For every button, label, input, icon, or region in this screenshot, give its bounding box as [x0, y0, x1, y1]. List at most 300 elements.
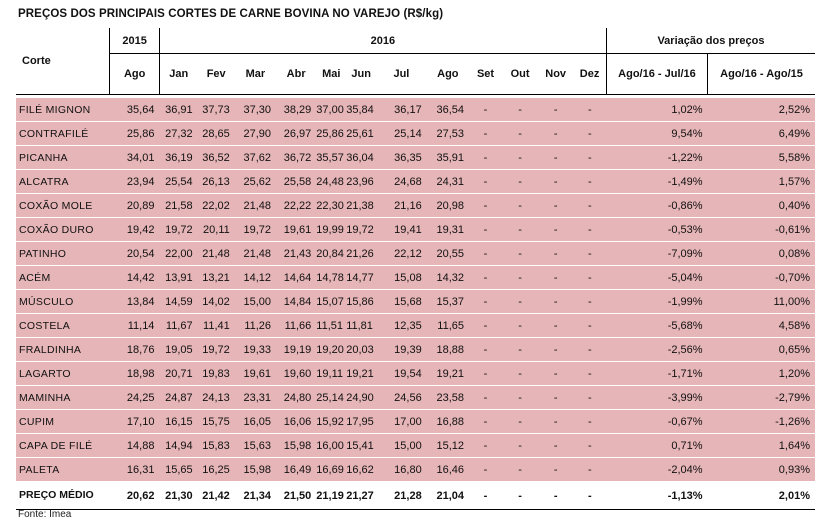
price-2016: -	[538, 194, 573, 218]
price-2016: 19,99	[316, 218, 346, 242]
price-2016: 23,96	[346, 170, 376, 194]
table-row	[16, 458, 815, 482]
price-2016: 19,20	[316, 338, 346, 362]
header-month: Ago	[110, 54, 160, 95]
price-2016: 24,48	[316, 170, 346, 194]
price-2016: 13,91	[159, 266, 197, 290]
price-2016: 25,86	[316, 122, 346, 146]
table-body	[16, 95, 815, 510]
price-2016: 21,58	[159, 194, 197, 218]
price-2016: -	[502, 170, 538, 194]
cut-name: MAMINHA	[16, 386, 110, 410]
price-2016: -	[538, 482, 573, 510]
table-row	[16, 362, 815, 386]
var-ago-jul: 1,02%	[606, 98, 707, 122]
price-2016: -	[469, 338, 502, 362]
price-2016: -	[469, 122, 502, 146]
price-2016: 21,04	[427, 482, 469, 510]
price-2016: 19,83	[198, 362, 235, 386]
var-ago-jul: -7,09%	[606, 242, 707, 266]
price-2016: 27,32	[159, 122, 197, 146]
price-2015-ago: 23,94	[110, 170, 160, 194]
price-2016: 35,84	[346, 98, 376, 122]
price-2016: 19,41	[376, 218, 427, 242]
price-2016: 15,41	[346, 434, 376, 458]
price-2016: -	[469, 218, 502, 242]
price-2016: 36,52	[198, 146, 235, 170]
header-month: Jun	[346, 54, 376, 95]
cut-name: PREÇO MÉDIO	[16, 482, 110, 510]
table-row	[16, 266, 815, 290]
price-2016: -	[538, 386, 573, 410]
price-2016: -	[469, 410, 502, 434]
header-var-ago: Ago/16 - Ago/15	[708, 54, 815, 95]
price-2016: -	[469, 362, 502, 386]
header-month: Set	[469, 54, 502, 95]
price-2016: 15,63	[235, 434, 276, 458]
price-2016: 21,43	[276, 242, 316, 266]
price-2016: 22,02	[198, 194, 235, 218]
var-ago-jul: -3,99%	[606, 386, 707, 410]
price-2016: 14,59	[159, 290, 197, 314]
price-2016: 26,13	[198, 170, 235, 194]
price-2016: 14,94	[159, 434, 197, 458]
var-ago-ago: -0,70%	[708, 266, 815, 290]
price-2016: 19,19	[276, 338, 316, 362]
price-2016: 19,61	[235, 362, 276, 386]
var-ago-ago: 1,57%	[708, 170, 815, 194]
price-2016: 22,22	[276, 194, 316, 218]
price-2016: 11,81	[346, 314, 376, 338]
table-row	[16, 410, 815, 434]
price-2016: 11,65	[427, 314, 469, 338]
price-2016: 17,00	[376, 410, 427, 434]
price-2016: -	[502, 122, 538, 146]
var-ago-ago: 1,64%	[708, 434, 815, 458]
price-2016: 19,72	[159, 218, 197, 242]
price-2016: 21,28	[376, 482, 427, 510]
price-2016: 11,26	[235, 314, 276, 338]
price-2016: 16,46	[427, 458, 469, 482]
price-2016: 21,27	[346, 482, 376, 510]
price-2016: 37,30	[235, 98, 276, 122]
price-2016: 14,77	[346, 266, 376, 290]
price-2016: -	[538, 122, 573, 146]
price-2016: 19,72	[346, 218, 376, 242]
average-row	[16, 482, 815, 510]
header-month: Jan	[159, 54, 197, 95]
price-2016: -	[538, 242, 573, 266]
price-2016: -	[538, 362, 573, 386]
source-note: Fonte: Imea	[18, 509, 72, 520]
price-2016: 16,80	[376, 458, 427, 482]
price-2016: -	[573, 482, 606, 510]
var-ago-ago: -1,26%	[708, 410, 815, 434]
price-2016: 25,61	[346, 122, 376, 146]
price-2016: 37,62	[235, 146, 276, 170]
price-2016: 21,34	[235, 482, 276, 510]
price-2016: 15,92	[316, 410, 346, 434]
table-row	[16, 98, 815, 122]
price-2016: -	[538, 314, 573, 338]
price-2016: 19,21	[346, 362, 376, 386]
var-ago-ago: 0,40%	[708, 194, 815, 218]
price-2016: 13,21	[198, 266, 235, 290]
price-2016: -	[502, 410, 538, 434]
var-ago-jul: -5,68%	[606, 314, 707, 338]
header-month: Dez	[573, 54, 606, 95]
price-2016: -	[502, 362, 538, 386]
price-2016: 11,51	[316, 314, 346, 338]
cut-name: CAPA DE FILÉ	[16, 434, 110, 458]
price-2016: 26,97	[276, 122, 316, 146]
price-2016: 18,88	[427, 338, 469, 362]
price-2016: -	[573, 194, 606, 218]
price-2016: 16,00	[316, 434, 346, 458]
header-corte: Corte	[16, 28, 110, 95]
price-2016: -	[502, 194, 538, 218]
var-ago-jul: 9,54%	[606, 122, 707, 146]
var-ago-jul: 0,71%	[606, 434, 707, 458]
var-ago-ago: 2,01%	[708, 482, 815, 510]
price-2016: -	[502, 218, 538, 242]
price-2016: 36,91	[159, 98, 197, 122]
price-2016: -	[502, 290, 538, 314]
price-2016: 19,61	[276, 218, 316, 242]
price-2016: 25,14	[316, 386, 346, 410]
price-2016: -	[538, 146, 573, 170]
var-ago-jul: -0,67%	[606, 410, 707, 434]
price-2016: -	[469, 386, 502, 410]
price-2016: -	[469, 170, 502, 194]
price-2016: 15,37	[427, 290, 469, 314]
var-ago-jul: -5,04%	[606, 266, 707, 290]
price-2016: -	[538, 170, 573, 194]
var-ago-jul: -1,13%	[606, 482, 707, 510]
price-2016: 19,33	[235, 338, 276, 362]
price-2016: -	[573, 170, 606, 194]
price-2016: -	[502, 146, 538, 170]
price-2016: -	[502, 482, 538, 510]
price-2016: 24,68	[376, 170, 427, 194]
price-2015-ago: 18,98	[110, 362, 160, 386]
price-2016: 35,57	[316, 146, 346, 170]
price-2016: -	[502, 386, 538, 410]
price-2016: 15,86	[346, 290, 376, 314]
price-2016: 35,91	[427, 146, 469, 170]
price-2015-ago: 20,89	[110, 194, 160, 218]
price-2016: 16,15	[159, 410, 197, 434]
price-2016: 21,30	[159, 482, 197, 510]
price-2016: 19,11	[316, 362, 346, 386]
price-2016: -	[502, 98, 538, 122]
cut-name: COSTELA	[16, 314, 110, 338]
price-2016: 14,02	[198, 290, 235, 314]
table-row	[16, 194, 815, 218]
var-ago-ago: 0,08%	[708, 242, 815, 266]
price-2016: 36,17	[376, 98, 427, 122]
cut-name: ACÉM	[16, 266, 110, 290]
price-2016: -	[573, 122, 606, 146]
price-2015-ago: 25,86	[110, 122, 160, 146]
price-2016: 16,49	[276, 458, 316, 482]
header-variacao: Variação dos preços	[606, 28, 815, 54]
price-2016: 28,65	[198, 122, 235, 146]
price-2016: -	[573, 146, 606, 170]
header-month: Out	[502, 54, 538, 95]
price-2016: 24,80	[276, 386, 316, 410]
var-ago-ago: 6,49%	[708, 122, 815, 146]
price-2016: -	[573, 98, 606, 122]
var-ago-ago: -2,79%	[708, 386, 815, 410]
price-2016: -	[573, 410, 606, 434]
var-ago-jul: -1,71%	[606, 362, 707, 386]
header-year-2015: 2015	[110, 28, 160, 54]
price-2016: 11,66	[276, 314, 316, 338]
price-2016: -	[469, 482, 502, 510]
price-2016: -	[502, 458, 538, 482]
price-2016: 22,12	[376, 242, 427, 266]
price-2016: 16,62	[346, 458, 376, 482]
var-ago-jul: -1,99%	[606, 290, 707, 314]
price-2016: -	[538, 290, 573, 314]
price-2016: -	[469, 242, 502, 266]
price-2016: 25,62	[235, 170, 276, 194]
price-2016: -	[538, 218, 573, 242]
table-row	[16, 314, 815, 338]
price-2016: 27,53	[427, 122, 469, 146]
cut-name: LAGARTO	[16, 362, 110, 386]
price-2015-ago: 13,84	[110, 290, 160, 314]
table-title: PREÇOS DOS PRINCIPAIS CORTES DE CARNE BOVINA NO VAREJO (R$/kg)	[18, 8, 444, 20]
price-2016: 14,64	[276, 266, 316, 290]
price-2016: 24,56	[376, 386, 427, 410]
header-month: Fev	[198, 54, 235, 95]
price-2016: -	[573, 242, 606, 266]
price-2015-ago: 14,88	[110, 434, 160, 458]
price-2015-ago: 19,42	[110, 218, 160, 242]
price-2016: -	[573, 338, 606, 362]
price-2016: 14,12	[235, 266, 276, 290]
table-row	[16, 242, 815, 266]
header-month: Ago	[427, 54, 469, 95]
price-2015-ago: 35,64	[110, 98, 160, 122]
price-2016: 16,88	[427, 410, 469, 434]
price-2015-ago: 14,42	[110, 266, 160, 290]
cut-name: MÚSCULO	[16, 290, 110, 314]
price-2016: -	[502, 338, 538, 362]
price-2016: 19,72	[235, 218, 276, 242]
price-2016: 17,95	[346, 410, 376, 434]
price-2016: 21,26	[346, 242, 376, 266]
price-2016: 14,84	[276, 290, 316, 314]
price-2016: 20,84	[316, 242, 346, 266]
var-ago-ago: 5,58%	[708, 146, 815, 170]
price-2016: 21,50	[276, 482, 316, 510]
price-2016: 16,25	[198, 458, 235, 482]
price-2016: 36,72	[276, 146, 316, 170]
price-2016: 11,67	[159, 314, 197, 338]
header-month: Mar	[235, 54, 276, 95]
var-ago-ago: 11,00%	[708, 290, 815, 314]
price-2016: -	[573, 314, 606, 338]
price-2016: -	[502, 242, 538, 266]
price-2016: 38,29	[276, 98, 316, 122]
price-2016: 19,54	[376, 362, 427, 386]
cut-name: CUPIM	[16, 410, 110, 434]
var-ago-jul: -2,56%	[606, 338, 707, 362]
price-2016: 36,04	[346, 146, 376, 170]
price-2016: 15,65	[159, 458, 197, 482]
price-2016: 19,31	[427, 218, 469, 242]
price-2016: 12,35	[376, 314, 427, 338]
var-ago-ago: 0,93%	[708, 458, 815, 482]
var-ago-ago: 4,58%	[708, 314, 815, 338]
header-month: Mai	[316, 54, 346, 95]
price-2016: 27,90	[235, 122, 276, 146]
price-2016: 20,03	[346, 338, 376, 362]
table-row	[16, 218, 815, 242]
price-2016: 16,05	[235, 410, 276, 434]
price-2016: 19,72	[198, 338, 235, 362]
price-2016: 25,58	[276, 170, 316, 194]
var-ago-ago: -0,61%	[708, 218, 815, 242]
price-2016: 36,54	[427, 98, 469, 122]
price-2016: -	[469, 146, 502, 170]
var-ago-ago: 2,52%	[708, 98, 815, 122]
price-2016: 22,00	[159, 242, 197, 266]
price-2016: -	[469, 434, 502, 458]
price-2016: 24,90	[346, 386, 376, 410]
header-month: Jul	[376, 54, 427, 95]
price-2016: -	[573, 218, 606, 242]
price-2016: -	[469, 194, 502, 218]
price-2016: 21,48	[235, 194, 276, 218]
price-2015-ago: 17,10	[110, 410, 160, 434]
price-2016: -	[538, 266, 573, 290]
price-2016: 14,32	[427, 266, 469, 290]
price-2016: 23,31	[235, 386, 276, 410]
price-2016: -	[502, 266, 538, 290]
price-2016: 21,48	[235, 242, 276, 266]
price-2016: 15,00	[235, 290, 276, 314]
price-2016: -	[502, 434, 538, 458]
cut-name: COXÃO MOLE	[16, 194, 110, 218]
price-2016: -	[469, 314, 502, 338]
price-2016: 15,83	[198, 434, 235, 458]
price-2016: 19,05	[159, 338, 197, 362]
price-2016: -	[573, 290, 606, 314]
price-2015-ago: 34,01	[110, 146, 160, 170]
price-2016: -	[573, 266, 606, 290]
price-2016: 15,12	[427, 434, 469, 458]
price-2016: 16,69	[316, 458, 346, 482]
price-2016: -	[469, 98, 502, 122]
price-2015-ago: 18,76	[110, 338, 160, 362]
cut-name: ALCATRA	[16, 170, 110, 194]
table-row	[16, 122, 815, 146]
table-row	[16, 170, 815, 194]
price-2016: 15,98	[276, 434, 316, 458]
price-2016: 16,06	[276, 410, 316, 434]
cut-name: FRALDINHA	[16, 338, 110, 362]
price-2016: 20,55	[427, 242, 469, 266]
price-2016: 36,19	[159, 146, 197, 170]
price-2015-ago: 16,31	[110, 458, 160, 482]
price-2016: 15,68	[376, 290, 427, 314]
price-2016: 21,19	[316, 482, 346, 510]
price-2016: 19,60	[276, 362, 316, 386]
price-2016: 25,14	[376, 122, 427, 146]
price-2016: 15,75	[198, 410, 235, 434]
price-2016: 21,48	[198, 242, 235, 266]
price-2016: 21,38	[346, 194, 376, 218]
price-2016: 24,31	[427, 170, 469, 194]
price-2015-ago: 20,54	[110, 242, 160, 266]
price-2016: 22,30	[316, 194, 346, 218]
price-2016: 15,08	[376, 266, 427, 290]
price-2016: -	[538, 338, 573, 362]
price-2016: 11,41	[198, 314, 235, 338]
price-2016: 14,78	[316, 266, 346, 290]
price-2015-ago: 11,14	[110, 314, 160, 338]
var-ago-ago: 1,20%	[708, 362, 815, 386]
price-2016: 15,07	[316, 290, 346, 314]
price-2016: -	[502, 314, 538, 338]
header-month: Nov	[538, 54, 573, 95]
price-2016: 19,39	[376, 338, 427, 362]
table-row	[16, 146, 815, 170]
cut-name: PATINHO	[16, 242, 110, 266]
prices-table	[16, 28, 815, 510]
var-ago-jul: -0,86%	[606, 194, 707, 218]
price-2016: 37,00	[316, 98, 346, 122]
price-2016: 15,98	[235, 458, 276, 482]
var-ago-jul: -2,04%	[606, 458, 707, 482]
price-2016: -	[573, 386, 606, 410]
price-2016: 37,73	[198, 98, 235, 122]
price-2016: -	[573, 458, 606, 482]
table-row	[16, 290, 815, 314]
var-ago-jul: -1,22%	[606, 146, 707, 170]
price-2016: 20,98	[427, 194, 469, 218]
price-2016: -	[469, 290, 502, 314]
price-2016: 15,00	[376, 434, 427, 458]
table-row	[16, 338, 815, 362]
price-2016: 20,71	[159, 362, 197, 386]
price-2016: -	[538, 434, 573, 458]
price-2016: 20,11	[198, 218, 235, 242]
price-2016: 21,42	[198, 482, 235, 510]
price-2016: -	[538, 98, 573, 122]
cut-name: COXÃO DURO	[16, 218, 110, 242]
cut-name: PICANHA	[16, 146, 110, 170]
price-2016: -	[469, 458, 502, 482]
price-2016: -	[573, 362, 606, 386]
price-2016: -	[469, 266, 502, 290]
price-2015-ago: 20,62	[110, 482, 160, 510]
price-2016: 24,13	[198, 386, 235, 410]
price-2015-ago: 24,25	[110, 386, 160, 410]
header-year-2016: 2016	[159, 28, 606, 54]
header-var-jul: Ago/16 - Jul/16	[606, 54, 707, 95]
cut-name: FILÉ MIGNON	[16, 98, 110, 122]
price-2016: 23,58	[427, 386, 469, 410]
table-row	[16, 386, 815, 410]
header-month: Abr	[276, 54, 316, 95]
price-2016: 24,87	[159, 386, 197, 410]
price-2016: -	[538, 458, 573, 482]
